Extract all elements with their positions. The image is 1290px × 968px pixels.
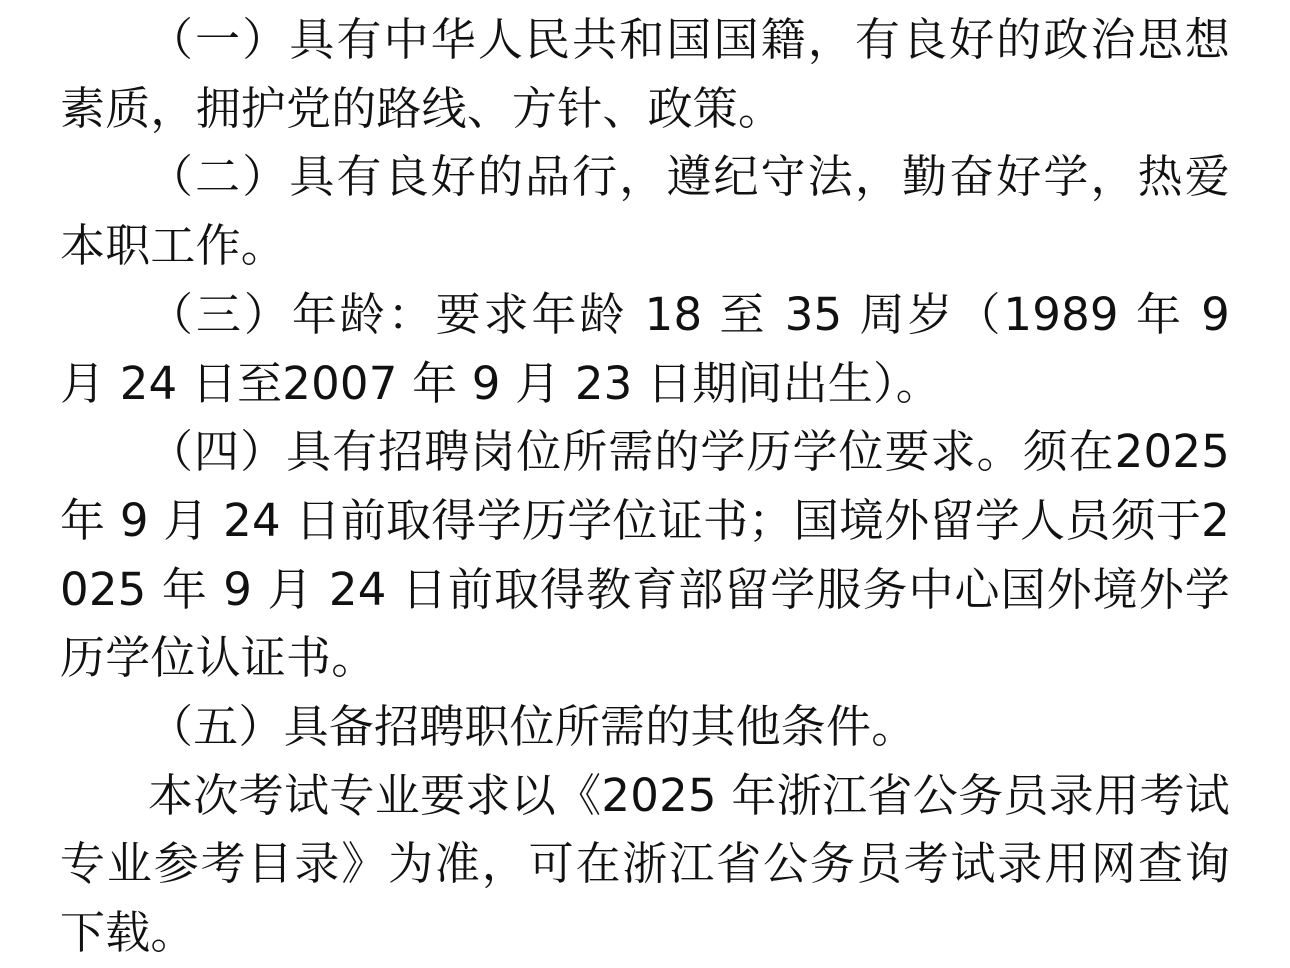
paragraph-requirement-1: （一）具有中华人民共和国国籍，有良好的政治思想素质，拥护党的路线、方针、政策。 bbox=[60, 13, 1230, 135]
document-body bbox=[60, 6, 1230, 968]
paragraph-requirement-2: （二）具有良好的品行，遵纪守法，勤奋好学，热爱本职工作。 bbox=[60, 150, 1230, 273]
paragraph-requirement-3-age: （三）年龄：要求年龄 18 至 35 周岁（1989 年 9 月 24 日至2007 年 9 月 23 日期间出生）。 bbox=[60, 287, 1230, 410]
paragraph-requirement-4-degree: （四）具有招聘岗位所需的学历学位要求。须在2025 年 9 月 24 日前取得学历学位证书；国境外留学人员须于2025 年 9 月 24 日前取得教育部留学服务中心国外境外学历学位认证书。 bbox=[60, 425, 1230, 685]
paragraph-requirement-5-other: （五）具备招聘职位所需的其他条件。 bbox=[148, 700, 917, 754]
paragraph-major-reference: 本次考试专业要求以《2025 年浙江省公务员录用考试专业参考目录》为准，可在浙江省公务员考试录用网查询下载。 bbox=[60, 768, 1230, 960]
